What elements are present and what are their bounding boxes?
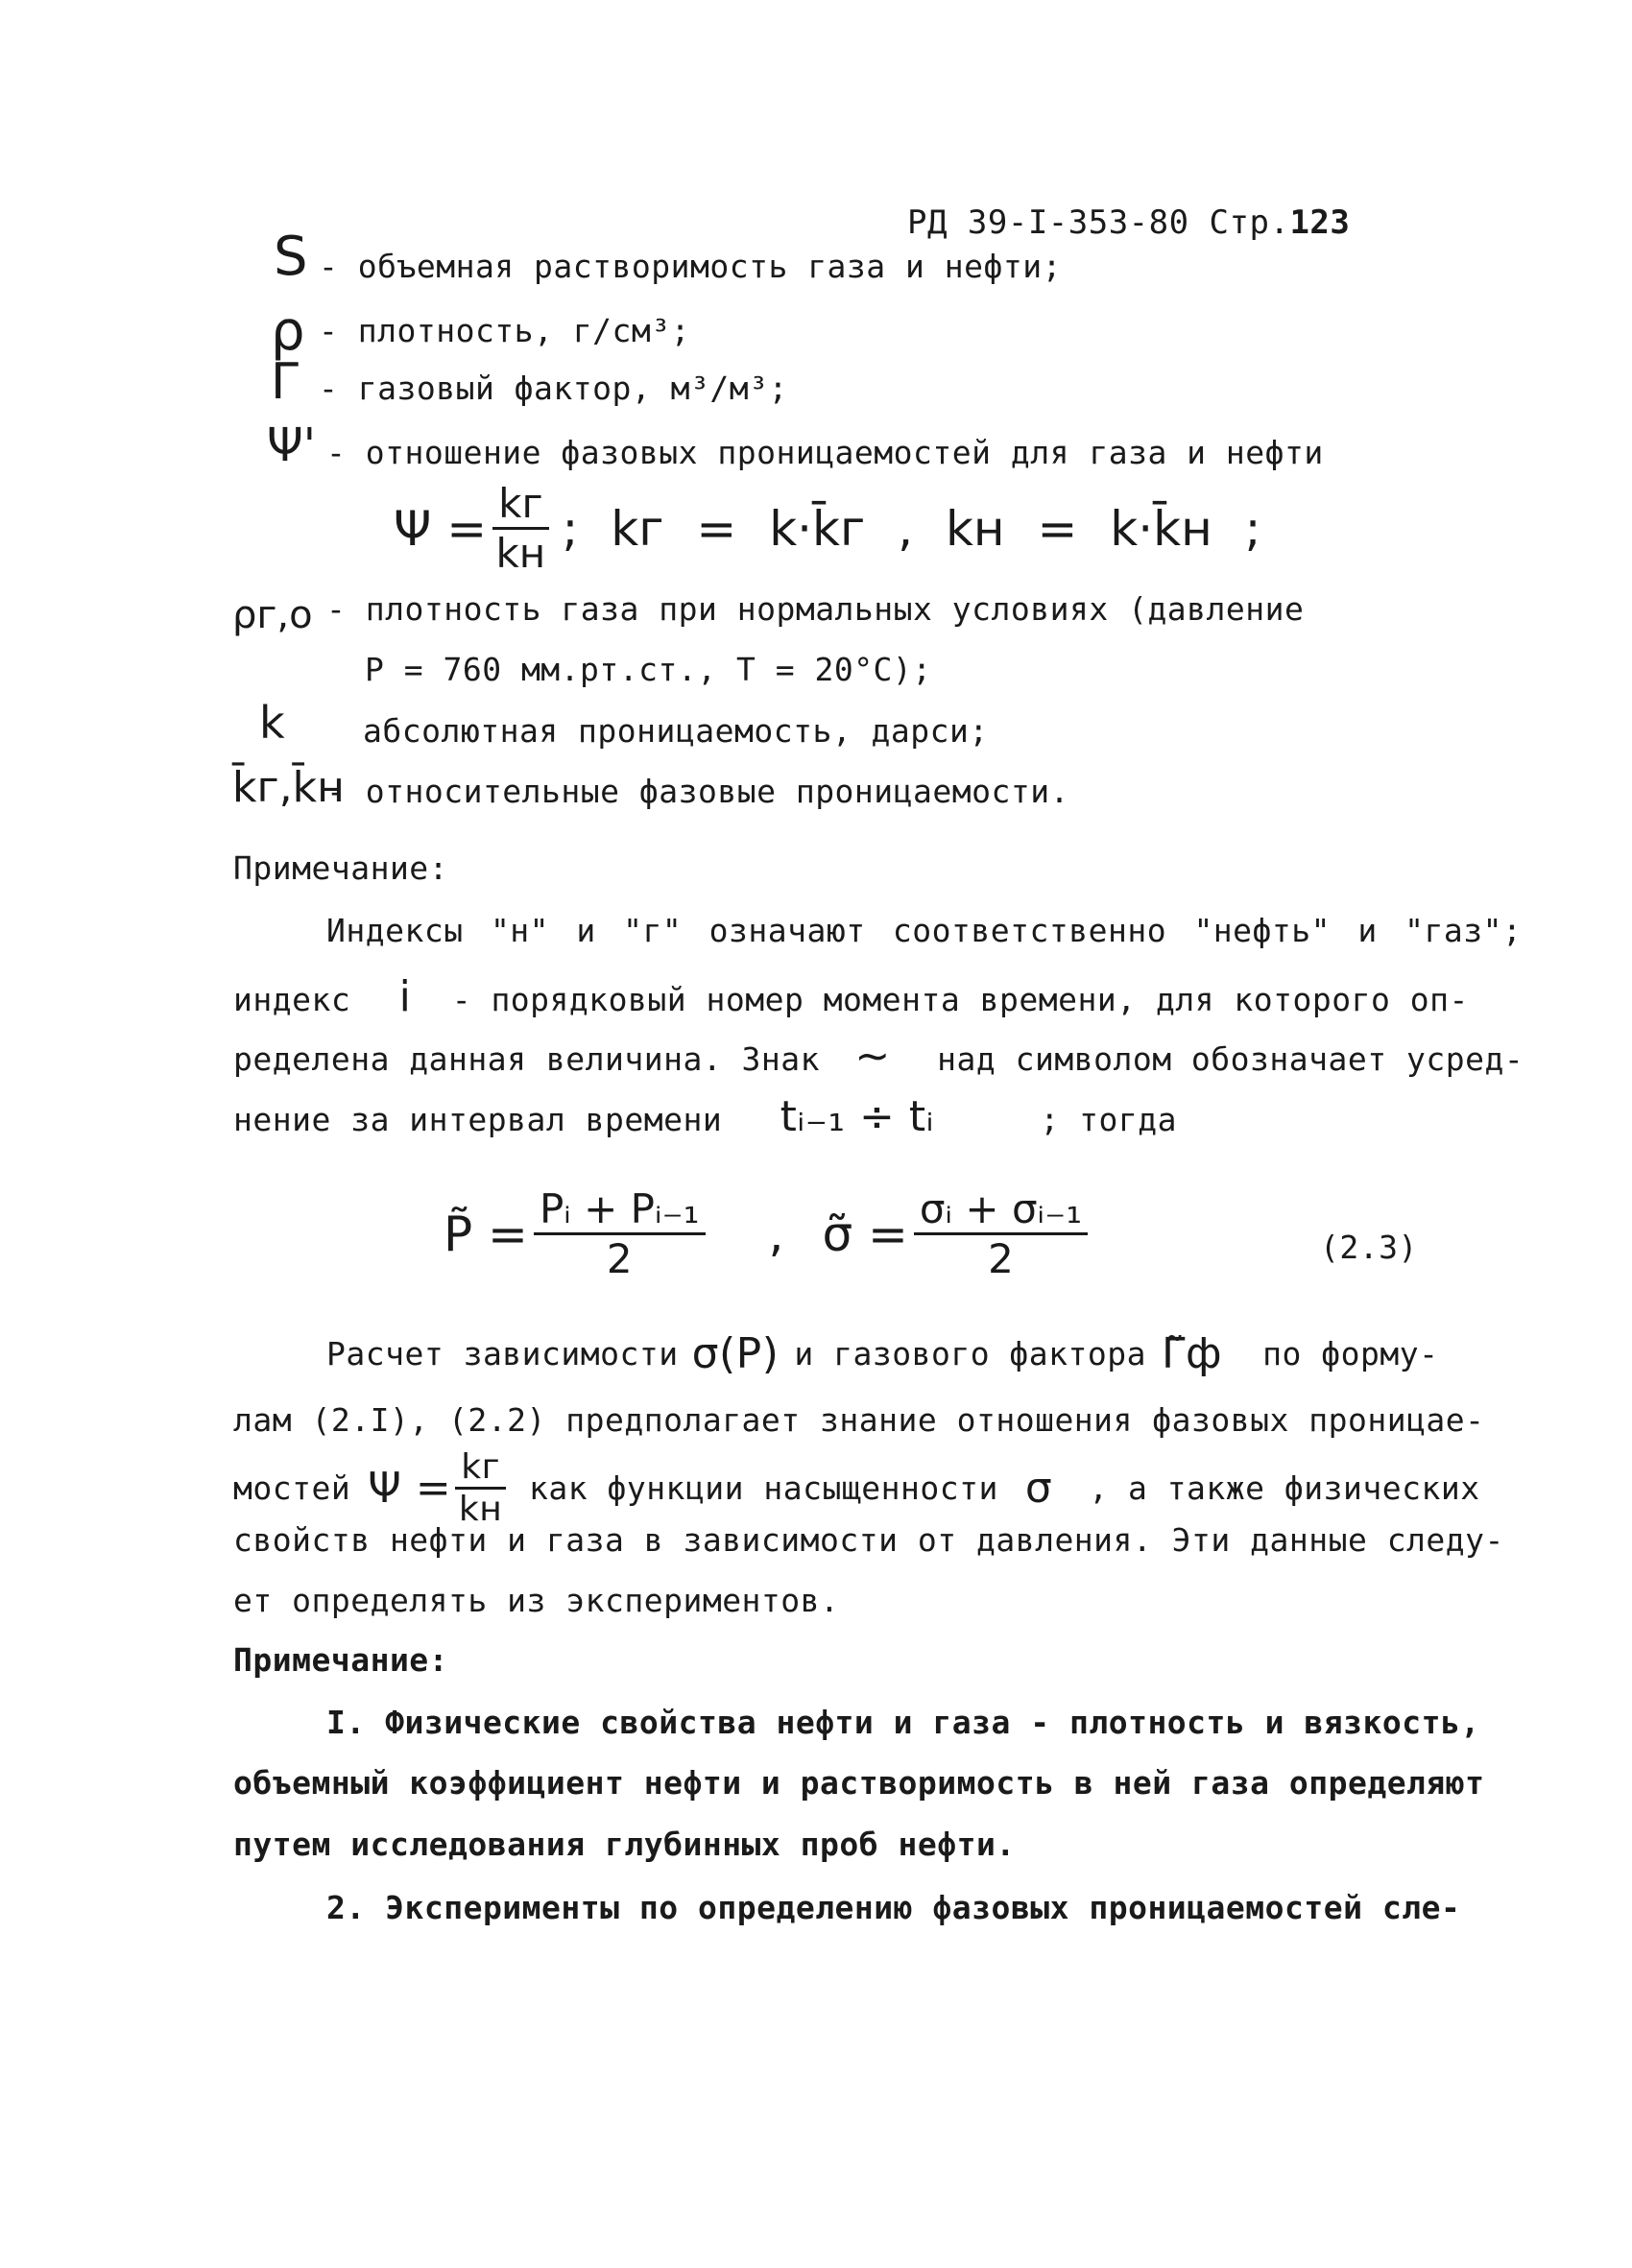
definition-s: - объемная растворимость газа и нефти; bbox=[319, 248, 1062, 285]
symbol-psi: Ψ' bbox=[267, 418, 316, 472]
note1-line-4-b: ; тогда bbox=[1040, 1101, 1177, 1138]
definition-conditions: Р = 760 мм.рт.ст., Т = 20°С); bbox=[365, 651, 932, 688]
para2-line-1-c: по форму- bbox=[1262, 1335, 1439, 1373]
symbol-rho-g0: ρг,о bbox=[232, 593, 313, 637]
para2-line-3-b: как функции насыщенности bbox=[528, 1469, 998, 1507]
tilde-symbol: ∼ bbox=[854, 1032, 891, 1081]
sigma-p-symbol: σ(P) bbox=[691, 1329, 780, 1378]
note2-title: Примечание: bbox=[233, 1641, 449, 1679]
formula-2-3-num2: σᵢ + σᵢ₋₁ bbox=[914, 1185, 1088, 1235]
para2-line-1-a: Расчет зависимости bbox=[326, 1335, 679, 1373]
index-i-symbol: i bbox=[398, 972, 412, 1021]
formula-2-3-fraction2 bbox=[914, 1185, 1088, 1282]
note1-line-3-b: над символом обозначает усред- bbox=[937, 1040, 1524, 1078]
note2-line-1: I. Физические свойства нефти и газа - плотность и вязкость, bbox=[326, 1704, 1480, 1741]
formula-psi-rest: ; kг = k·k̄г , kн = k·k̄н ; bbox=[562, 500, 1261, 557]
note1-line-4-a: нение за интервал времени bbox=[233, 1101, 723, 1138]
definition-psi: - отношение фазовых проницаемостей для газа и нефти bbox=[326, 434, 1324, 471]
symbol-k: k bbox=[259, 697, 285, 749]
formula-psi-numerator: kг bbox=[492, 480, 548, 530]
psi-inline-formula bbox=[368, 1447, 506, 1529]
formula-psi-fraction bbox=[492, 480, 548, 577]
time-interval-symbol: tᵢ₋₁ ÷ tᵢ bbox=[780, 1092, 935, 1141]
symbol-s: S bbox=[274, 226, 308, 288]
equation-number: (2.3) bbox=[1320, 1229, 1418, 1266]
formula-2-3-fraction1 bbox=[534, 1185, 706, 1282]
formula-2-3-lhs2: σ̃ = bbox=[822, 1206, 908, 1262]
para2-line-3 bbox=[233, 1447, 1480, 1529]
note1-line-3 bbox=[233, 1032, 1524, 1081]
note2-line-3: путем исследования глубинных проб нефти. bbox=[233, 1826, 1016, 1863]
note1-line-2 bbox=[233, 972, 1469, 1021]
para2-line-3-c: , а также физических bbox=[1089, 1469, 1480, 1507]
note2-line-4: 2. Эксперименты по определению фазовых проницаемостей сле- bbox=[326, 1889, 1461, 1926]
definition-rho: - плотность, г/см³; bbox=[319, 312, 690, 349]
formula-2-3-lhs1: P̃ = bbox=[444, 1206, 528, 1262]
definition-gamma: - газовый фактор, м³/м³; bbox=[319, 370, 788, 407]
para2-line-1-b: и газового фактора bbox=[794, 1335, 1147, 1373]
symbol-gamma: Γ bbox=[271, 353, 299, 411]
formula-2-3-separator: , bbox=[768, 1206, 784, 1262]
para2-line-2: лам (2.I), (2.2) предполагает знание отношения фазовых проницае- bbox=[233, 1401, 1485, 1439]
psi-inline-lhs: Ψ = bbox=[368, 1464, 452, 1513]
doc-reference: РД 39-I-353-80 Стр. bbox=[907, 203, 1290, 242]
para2-line-4: свойств нефти и газа в зависимости от давления. Эти данные следу- bbox=[233, 1521, 1504, 1559]
para2-line-5: ет определять из экспериментов. bbox=[233, 1582, 840, 1619]
note1-title: Примечание: bbox=[233, 849, 449, 887]
definition-kg-kn: - относительные фазовые проницаемости. bbox=[326, 773, 1069, 810]
formula-2-3-den1: 2 bbox=[606, 1235, 633, 1282]
para2-line-1 bbox=[326, 1329, 1438, 1378]
para2-line-3-a: мостей bbox=[233, 1469, 351, 1507]
note1-line-2-a: индекс bbox=[233, 981, 351, 1018]
formula-2-3 bbox=[444, 1185, 1093, 1282]
sigma-symbol: σ bbox=[1024, 1464, 1053, 1513]
definition-k: абсолютная проницаемость, дарси; bbox=[363, 712, 989, 750]
symbol-rho: ρ bbox=[271, 300, 305, 363]
definition-rho-g0: - плотность газа при нормальных условиях (давление bbox=[326, 590, 1305, 628]
note2-line-2: объемный коэффициент нефти и растворимость в ней газа определяют bbox=[233, 1764, 1485, 1802]
formula-2-3-num1: Pᵢ + Pᵢ₋₁ bbox=[534, 1185, 706, 1235]
symbol-kg-kn: k̄г,k̄н bbox=[232, 763, 345, 812]
psi-inline-fraction bbox=[455, 1447, 506, 1529]
psi-inline-den: kн bbox=[458, 1490, 503, 1529]
formula-2-3-den2: 2 bbox=[988, 1235, 1014, 1282]
page-header bbox=[907, 203, 1350, 242]
gamma-f-symbol: Γ̃ф bbox=[1162, 1329, 1223, 1378]
formula-psi bbox=[394, 480, 1261, 577]
formula-psi-denominator: kн bbox=[495, 530, 546, 577]
psi-inline-num: kг bbox=[455, 1447, 506, 1490]
note1-line-3-a: ределена данная величина. Знак bbox=[233, 1040, 821, 1078]
page-number: 123 bbox=[1289, 203, 1351, 242]
formula-psi-lhs: Ψ = bbox=[394, 500, 488, 557]
note1-line-2-b: - порядковый номер момента времени, для которого оп- bbox=[451, 981, 1469, 1018]
note1-line-1: Индексы "н" и "г" означают соответственно "нефть" и "газ"; bbox=[326, 912, 1523, 949]
note1-line-4 bbox=[233, 1092, 1177, 1141]
